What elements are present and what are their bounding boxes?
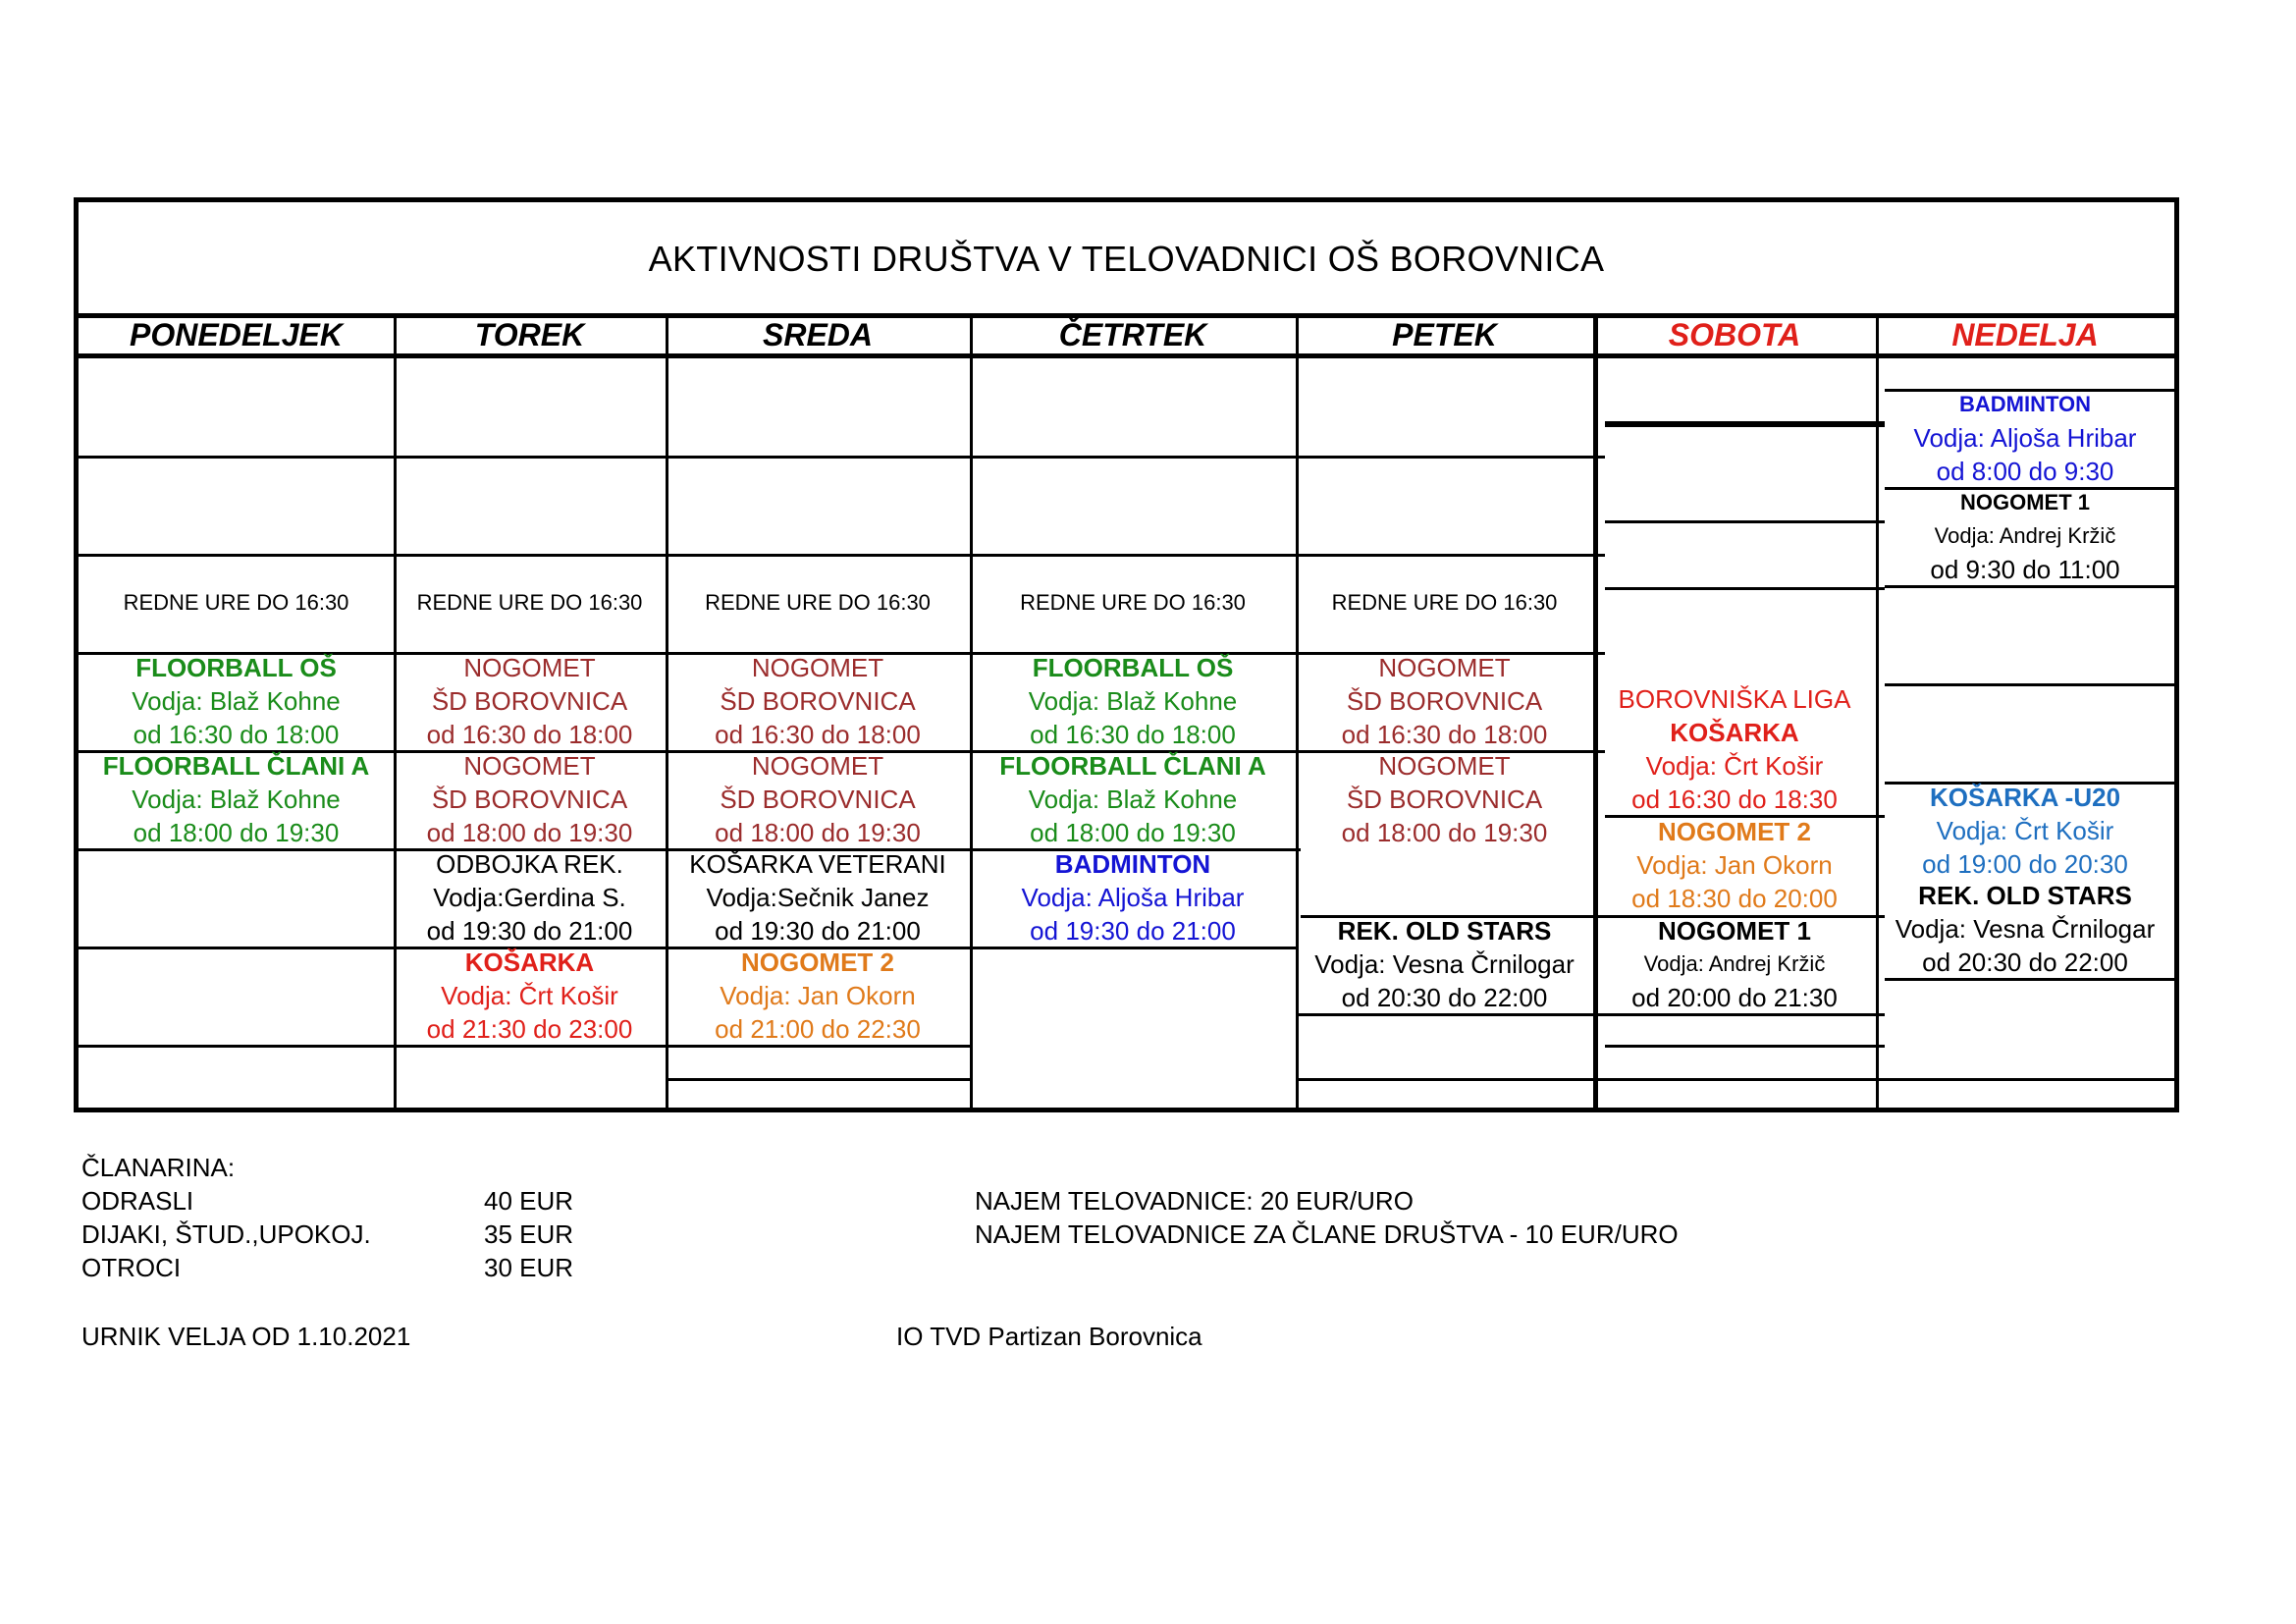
day-header-saturday: SOBOTA xyxy=(1668,316,1801,352)
activity-badminton-sunday xyxy=(1876,389,2174,487)
activity-floorball-os-monday xyxy=(79,652,394,750)
activity-nogomet-tuesday-2 xyxy=(394,750,666,848)
activity-name: KOŠARKA xyxy=(464,947,595,977)
activity-time: od 16:30 do 18:30 xyxy=(1631,785,1838,814)
activity-time: od 16:30 do 18:00 xyxy=(1030,720,1236,749)
activity-lead: Vodja: Blaž Kohne xyxy=(1028,785,1238,814)
activity-lead: Vodja: Aljoša Hribar xyxy=(1021,883,1245,912)
activity-time: od 18:00 do 19:30 xyxy=(426,818,633,847)
fee-students-label: DIJAKI, ŠTUD.,UPOKOJ. xyxy=(81,1219,371,1249)
activity-lead: Vodja: Vesna Črnilogar xyxy=(1314,949,1575,979)
regular-hours-monday: REDNE URE DO 16:30 xyxy=(123,590,349,615)
activity-lead: Vodja: Jan Okorn xyxy=(1636,850,1833,880)
day-header-sunday: NEDELJA xyxy=(1951,316,2099,352)
activity-name: BADMINTON xyxy=(1958,392,2092,416)
activity-name: FLOORBALL ČLANI A xyxy=(999,751,1266,781)
day-header-friday: PETEK xyxy=(1392,316,1497,352)
activity-name: NOGOMET xyxy=(463,751,596,781)
activity-oldstars-friday xyxy=(1296,915,1593,1013)
fee-adults-label: ODRASLI xyxy=(81,1186,194,1216)
activity-floorball-os-thursday xyxy=(970,652,1296,750)
activity-lead: Vodja: Blaž Kohne xyxy=(1028,686,1238,716)
activity-lead: Vodja: Andrej Kržič xyxy=(1934,523,2116,548)
day-header-wednesday: SREDA xyxy=(762,316,873,352)
activity-name: REK. OLD STARS xyxy=(1337,916,1552,946)
activity-nogomet1-saturday xyxy=(1593,915,1876,1013)
activity-lead: ŠD BOROVNICA xyxy=(1346,785,1543,814)
activity-name: NOGOMET xyxy=(751,751,884,781)
activity-name: BOROVNIŠKA LIGA xyxy=(1618,684,1851,714)
schedule-valid-from: URNIK VELJA OD 1.10.2021 xyxy=(81,1322,411,1351)
activity-kosarka-veterani-wednesday xyxy=(666,848,970,947)
activity-nogomet2-saturday xyxy=(1593,815,1876,915)
activity-time: od 16:30 do 18:00 xyxy=(426,720,633,749)
activity-time: od 18:00 do 19:30 xyxy=(1341,818,1548,847)
fee-children-value: 30 EUR xyxy=(484,1253,574,1282)
activity-time: od 20:00 do 21:30 xyxy=(1631,983,1838,1012)
activity-lead: Vodja:Gerdina S. xyxy=(433,883,626,912)
activity-time: od 18:00 do 19:30 xyxy=(133,818,340,847)
activity-time: od 18:00 do 19:30 xyxy=(715,818,921,847)
activity-nogomet2-wednesday xyxy=(666,947,970,1045)
activity-lead: ŠD BOROVNICA xyxy=(720,686,916,716)
page-title: AKTIVNOSTI DRUŠTVA V TELOVADNICI OŠ BOROVNICA xyxy=(648,238,1605,279)
activity-lead: Vodja: Črt Košir xyxy=(441,981,618,1010)
activity-kosarka-u20-sunday xyxy=(1876,782,2174,880)
divider xyxy=(1296,1078,1885,1081)
activity-time: od 20:30 do 22:00 xyxy=(1341,983,1548,1012)
regular-hours-wednesday: REDNE URE DO 16:30 xyxy=(705,590,931,615)
activity-time: od 16:30 do 18:00 xyxy=(1341,720,1548,749)
activity-name-sub: KOŠARKA xyxy=(1670,718,1799,747)
activity-lead: Vodja: Andrej Kržič xyxy=(1643,951,1826,976)
activity-lead: ŠD BOROVNICA xyxy=(1346,686,1543,716)
activity-name: NOGOMET 1 xyxy=(1959,490,2090,514)
activity-nogomet-tuesday-1 xyxy=(394,652,666,750)
activity-nogomet-friday-2 xyxy=(1296,750,1593,848)
regular-hours-tuesday: REDNE URE DO 16:30 xyxy=(416,590,643,615)
activity-liga-kosarka-saturday xyxy=(1593,683,1876,815)
activity-name: NOGOMET 1 xyxy=(1657,916,1811,946)
activity-time: od 21:00 do 22:30 xyxy=(715,1014,921,1044)
activity-nogomet-wednesday-1 xyxy=(666,652,970,750)
activity-name: FLOORBALL OŠ xyxy=(135,653,337,682)
day-header-tuesday: TOREK xyxy=(474,316,585,352)
schedule-table xyxy=(74,197,2179,1112)
divider xyxy=(1605,587,1885,590)
activity-name: ODBOJKA REK. xyxy=(436,849,623,879)
activity-lead: Vodja: Črt Košir xyxy=(1936,816,2114,845)
gym-rental-members-price: NAJEM TELOVADNICE ZA ČLANE DRUŠTVA - 10 EUR/URO xyxy=(975,1219,1679,1249)
activity-name: NOGOMET xyxy=(463,653,596,682)
divider xyxy=(1605,1045,1885,1048)
activity-oldstars-sunday xyxy=(1876,880,2174,978)
activity-name: NOGOMET xyxy=(1378,653,1511,682)
activity-name: KOŠARKA VETERANI xyxy=(689,849,946,879)
divider xyxy=(666,1078,970,1081)
divider xyxy=(1885,683,2174,686)
activity-time: od 19:30 do 21:00 xyxy=(426,916,633,946)
activity-name: NOGOMET xyxy=(1378,751,1511,781)
regular-hours-thursday: REDNE URE DO 16:30 xyxy=(1020,590,1246,615)
divider xyxy=(1605,520,1885,523)
regular-hours-friday: REDNE URE DO 16:30 xyxy=(1331,590,1558,615)
divider xyxy=(79,456,1605,459)
activity-time: od 18:30 do 20:00 xyxy=(1631,884,1838,913)
activity-time: od 8:00 do 9:30 xyxy=(1936,457,2114,486)
activity-time: od 16:30 do 18:00 xyxy=(133,720,340,749)
divider xyxy=(1885,1078,2174,1081)
activity-name: REK. OLD STARS xyxy=(1918,881,2132,910)
activity-time: od 19:00 do 20:30 xyxy=(1922,849,2128,879)
activity-floorball-clani-thursday xyxy=(970,750,1296,848)
activity-lead: Vodja:Sečnik Janez xyxy=(706,883,930,912)
activity-name: FLOORBALL ČLANI A xyxy=(102,751,370,781)
gym-rental-price: NAJEM TELOVADNICE: 20 EUR/URO xyxy=(975,1186,1414,1216)
activity-name: NOGOMET xyxy=(751,653,884,682)
activity-time: od 20:30 do 22:00 xyxy=(1922,947,2128,977)
fee-students-value: 35 EUR xyxy=(484,1219,574,1249)
divider xyxy=(1605,424,1885,427)
activity-lead: Vodja: Črt Košir xyxy=(1645,751,1824,781)
fee-adults-value: 40 EUR xyxy=(484,1186,574,1216)
activity-floorball-clani-monday xyxy=(79,750,394,848)
activity-lead: ŠD BOROVNICA xyxy=(431,785,628,814)
activity-time: od 16:30 do 18:00 xyxy=(715,720,921,749)
activity-nogomet-wednesday-2 xyxy=(666,750,970,848)
issuer: IO TVD Partizan Borovnica xyxy=(896,1322,1202,1351)
activity-name: NOGOMET 2 xyxy=(740,947,894,977)
activity-time: od 18:00 do 19:30 xyxy=(1030,818,1236,847)
activity-lead: Vodja: Blaž Kohne xyxy=(132,686,341,716)
day-header-thursday: ČETRTEK xyxy=(1058,316,1207,352)
activity-lead: Vodja: Blaž Kohne xyxy=(132,785,341,814)
activity-time: od 9:30 do 11:00 xyxy=(1930,555,2120,584)
activity-kosarka-tuesday xyxy=(394,947,666,1045)
activity-lead: Vodja: Vesna Črnilogar xyxy=(1895,914,2156,944)
activity-lead: Vodja: Jan Okorn xyxy=(720,981,916,1010)
activity-badminton-thursday xyxy=(970,848,1296,947)
activity-nogomet1-sunday xyxy=(1876,487,2174,585)
activity-name: NOGOMET 2 xyxy=(1657,817,1811,846)
activity-nogomet-friday-1 xyxy=(1296,652,1593,750)
activity-lead: ŠD BOROVNICA xyxy=(431,686,628,716)
membership-heading: ČLANARINA: xyxy=(81,1153,236,1182)
activity-name: KOŠARKA -U20 xyxy=(1929,783,2121,812)
activity-odbojka-tuesday xyxy=(394,848,666,947)
day-header-monday: PONEDELJEK xyxy=(130,316,343,352)
fee-children-label: OTROCI xyxy=(81,1253,182,1282)
activity-name: FLOORBALL OŠ xyxy=(1032,653,1234,682)
activity-lead: Vodja: Aljoša Hribar xyxy=(1913,423,2137,453)
activity-time: od 19:30 do 21:00 xyxy=(715,916,921,946)
activity-time: od 21:30 do 23:00 xyxy=(426,1014,633,1044)
activity-name: BADMINTON xyxy=(1054,849,1211,879)
activity-lead: ŠD BOROVNICA xyxy=(720,785,916,814)
activity-time: od 19:30 do 21:00 xyxy=(1030,916,1236,946)
